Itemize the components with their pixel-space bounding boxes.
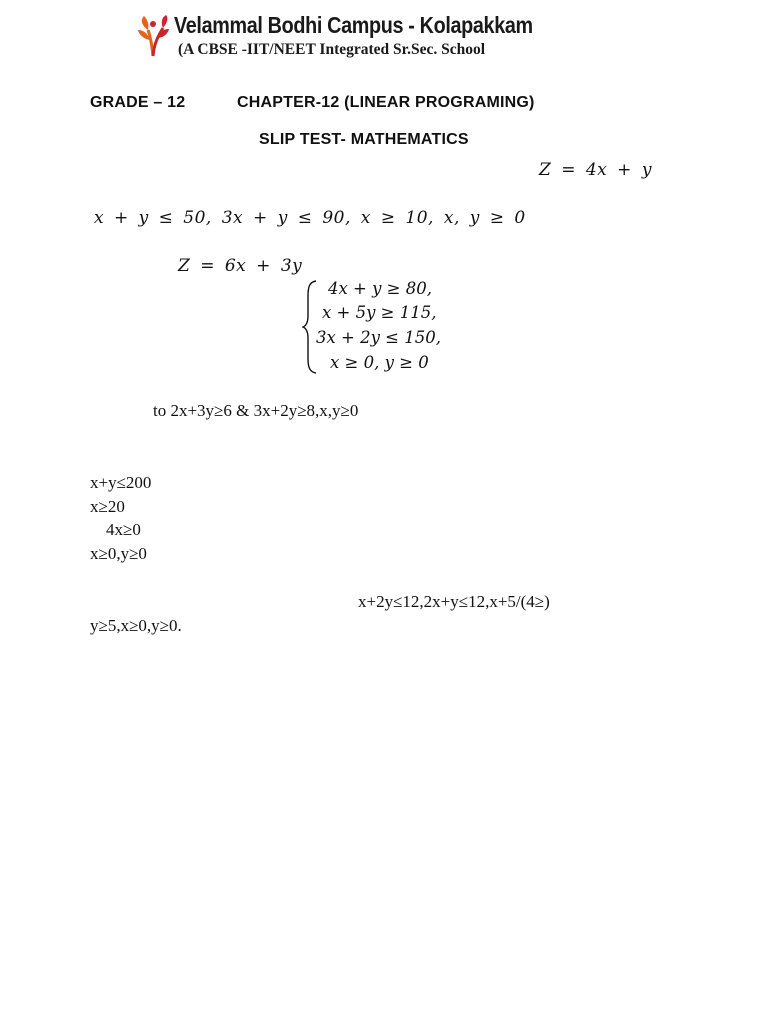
constraint-line: 4x≥0 xyxy=(106,520,141,539)
constraint-line: x+y≤200 xyxy=(90,473,152,492)
system-line: x ≥ 0, y ≥ 0 xyxy=(330,353,429,372)
constraint-line: y≥5,x≥0,y≥0. xyxy=(90,616,182,635)
constraints-1: x + y ≤ 50, 3x + y ≤ 90, x ≥ 10, x, y ≥ 0 xyxy=(94,208,526,228)
grade-heading: GRADE – 12 xyxy=(90,94,186,111)
objective-z2: Z = 6x + 3y xyxy=(178,256,303,276)
constraint-line: x≥20 xyxy=(90,497,125,516)
school-logo-icon xyxy=(136,14,170,58)
school-subtitle: (A CBSE -IIT/NEET Integrated Sr.Sec. School xyxy=(178,41,486,58)
system-line: 3x + 2y ≤ 150, xyxy=(316,328,441,347)
left-brace-icon xyxy=(302,280,318,374)
constraint-text: to 2x+3y≥6 & 3x+2y≥8,x,y≥0 xyxy=(153,401,359,420)
constraint-line: x+2y≤12,2x+y≤12,x+5/(4≥) xyxy=(358,592,550,611)
slip-test-heading: SLIP TEST- MATHEMATICS xyxy=(259,131,469,148)
objective-z1: Z = 4x + y xyxy=(539,160,652,180)
chapter-heading: CHAPTER-12 (LINEAR PROGRAMING) xyxy=(237,94,535,111)
system-line: 4x + y ≥ 80, xyxy=(328,279,432,298)
constraint-line: x≥0,y≥0 xyxy=(90,544,147,563)
system-line: x + 5y ≥ 115, xyxy=(322,303,437,322)
school-name: Velammal Bodhi Campus - Kolapakkam xyxy=(174,12,533,38)
